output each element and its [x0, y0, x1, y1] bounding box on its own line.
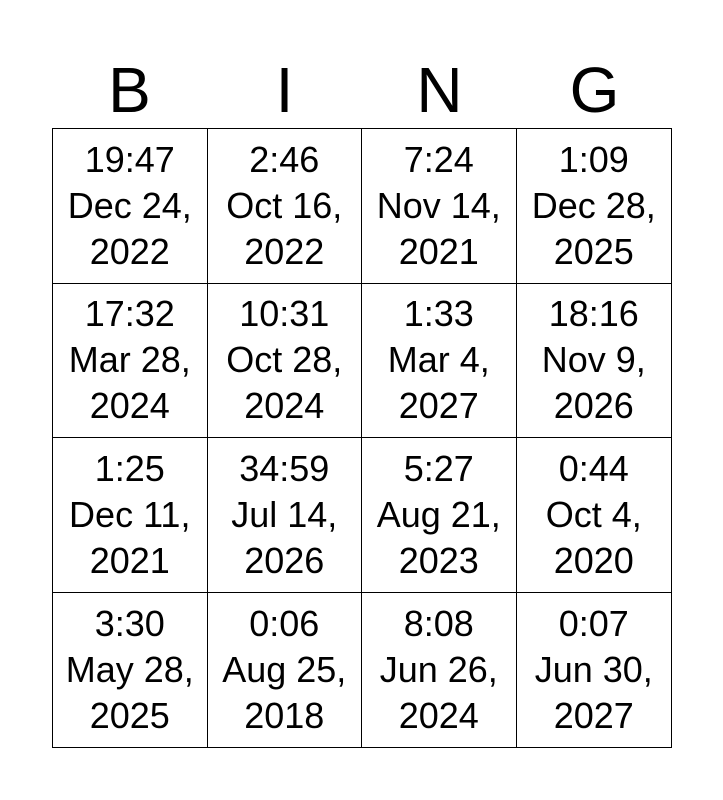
bingo-cell-text: 8:08 Jun 26, 2024	[379, 602, 498, 736]
bingo-cell-r2-c4[interactable]	[517, 284, 672, 439]
bingo-cell-text: 3:30 May 28, 2025	[65, 602, 194, 736]
bingo-cell-text: 10:31 Oct 28, 2024	[226, 293, 343, 427]
bingo-cell-r3-c3[interactable]	[362, 438, 517, 593]
bingo-cell-r1-c4[interactable]	[517, 129, 672, 284]
bingo-cell-text: 7:24 Nov 14, 2021	[376, 138, 501, 272]
bingo-cell-r3-c4[interactable]	[517, 438, 672, 593]
bingo-cell-text: 0:06 Aug 25, 2018	[222, 602, 347, 736]
bingo-cell-r4-c2[interactable]	[208, 593, 363, 748]
header-letter-g: G	[569, 54, 620, 126]
header-letter-i: I	[275, 54, 294, 126]
bingo-cell-r4-c4[interactable]	[517, 593, 672, 748]
bingo-cell-text: 17:32 Mar 28, 2024	[68, 293, 191, 427]
bingo-cell-r2-c2[interactable]	[208, 284, 363, 439]
bingo-cell-text: 18:16 Nov 9, 2026	[541, 293, 646, 427]
bingo-cell-text: 0:07 Jun 30, 2027	[534, 602, 653, 736]
bingo-cell-r4-c3[interactable]	[362, 593, 517, 748]
bingo-cell-r2-c1[interactable]	[53, 284, 208, 439]
bingo-cell-r3-c1[interactable]	[53, 438, 208, 593]
bingo-cell-text: 34:59 Jul 14, 2026	[231, 447, 338, 581]
bingo-cell-text: 0:44 Oct 4, 2020	[545, 447, 642, 581]
bingo-cell-r1-c3[interactable]	[362, 129, 517, 284]
bingo-cell-text: 2:46 Oct 16, 2022	[226, 138, 343, 272]
bingo-cell-text: 19:47 Dec 24, 2022	[67, 138, 192, 272]
bingo-cell-r1-c2[interactable]	[208, 129, 363, 284]
bingo-cell-r2-c3[interactable]	[362, 284, 517, 439]
bingo-header	[52, 52, 672, 128]
bingo-cell-text: 1:09 Dec 28, 2025	[531, 138, 656, 272]
bingo-cell-r1-c1[interactable]	[53, 129, 208, 284]
bingo-board	[52, 128, 672, 748]
header-letter-b: B	[108, 54, 151, 126]
bingo-cell-r3-c2[interactable]	[208, 438, 363, 593]
bingo-cell-r4-c1[interactable]	[53, 593, 208, 748]
header-letter-n: N	[416, 54, 463, 126]
bingo-cell-text: 1:33 Mar 4, 2027	[387, 293, 490, 427]
bingo-cell-text: 5:27 Aug 21, 2023	[376, 447, 501, 581]
bingo-cell-text: 1:25 Dec 11, 2021	[69, 447, 191, 581]
